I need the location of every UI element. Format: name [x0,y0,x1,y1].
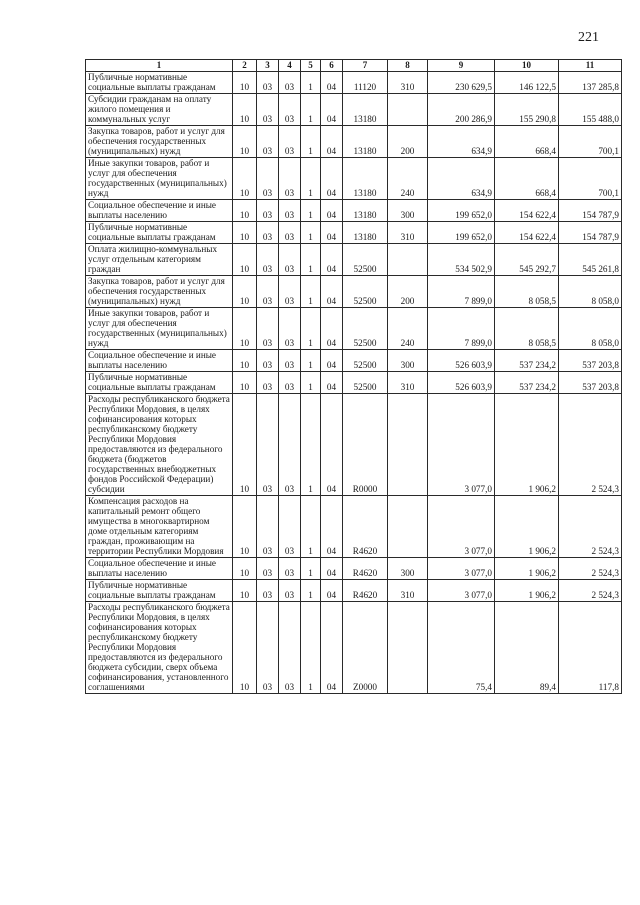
code-cell: 300 [388,558,428,580]
amount-cell: 117,8 [559,602,622,694]
code-cell: 03 [257,372,279,394]
code-cell: 10 [233,308,257,350]
code-cell: 04 [321,394,343,496]
amount-cell: 668,4 [495,158,559,200]
code-cell: 10 [233,276,257,308]
amount-cell: 146 122,5 [495,72,559,94]
row-name-cell: Закупка товаров, работ и услуг для обеспечения государственных (муниципальных) нужд [86,126,233,158]
amount-cell: 545 261,8 [559,244,622,276]
amount-cell: 537 203,8 [559,350,622,372]
code-cell: 1 [301,602,321,694]
budget-table [85,59,622,694]
table-row [86,158,622,200]
amount-cell: 3 077,0 [428,580,495,602]
code-cell: 03 [257,222,279,244]
code-cell: 10 [233,126,257,158]
code-cell: 03 [279,350,301,372]
table-row [86,94,622,126]
amount-cell: 537 203,8 [559,372,622,394]
code-cell: 52500 [343,372,388,394]
table-header [86,60,622,72]
code-cell: 10 [233,580,257,602]
code-cell: 03 [279,602,301,694]
amount-cell: 3 077,0 [428,558,495,580]
code-cell: 10 [233,222,257,244]
row-name-cell: Публичные нормативные социальные выплаты гражданам [86,222,233,244]
code-cell: 03 [257,276,279,308]
code-cell [388,496,428,558]
code-cell: 240 [388,308,428,350]
amount-cell: 526 603,9 [428,350,495,372]
amount-cell: 1 906,2 [495,496,559,558]
amount-cell: 634,9 [428,158,495,200]
code-cell: R4620 [343,496,388,558]
table-row [86,394,622,496]
table-row [86,558,622,580]
code-cell: 03 [257,308,279,350]
amount-cell: 137 285,8 [559,72,622,94]
code-cell: 04 [321,94,343,126]
code-cell: 04 [321,276,343,308]
code-cell: 310 [388,72,428,94]
amount-cell: 668,4 [495,126,559,158]
amount-cell: 154 622,4 [495,222,559,244]
code-cell: 310 [388,222,428,244]
row-name-cell: Закупка товаров, работ и услуг для обеспечения государственных (муниципальных) нужд [86,276,233,308]
row-name-cell: Социальное обеспечение и иные выплаты населению [86,558,233,580]
row-name-cell: Публичные нормативные социальные выплаты гражданам [86,580,233,602]
code-cell: 1 [301,200,321,222]
column-header: 10 [495,60,559,72]
code-cell: 200 [388,126,428,158]
table-row [86,200,622,222]
code-cell: 03 [257,394,279,496]
column-header: 4 [279,60,301,72]
code-cell [388,244,428,276]
row-name-cell: Компенсация расходов на капитальный ремонт общего имущества в многоквартирном доме отдельным категориям граждан, проживающим на территории Республики Мордовия [86,496,233,558]
amount-cell: 2 524,3 [559,558,622,580]
code-cell: 1 [301,72,321,94]
amount-cell: 545 292,7 [495,244,559,276]
amount-cell: 537 234,2 [495,372,559,394]
amount-cell: 154 787,9 [559,200,622,222]
code-cell: 13180 [343,94,388,126]
amount-cell: 2 524,3 [559,394,622,496]
column-header: 6 [321,60,343,72]
code-cell: 03 [279,308,301,350]
table-body [86,72,622,694]
amount-cell: 3 077,0 [428,394,495,496]
code-cell: 10 [233,394,257,496]
code-cell: 03 [279,580,301,602]
row-name-cell: Публичные нормативные социальные выплаты гражданам [86,372,233,394]
code-cell: 03 [279,372,301,394]
code-cell: 1 [301,222,321,244]
table-row [86,126,622,158]
code-cell: 04 [321,200,343,222]
code-cell: 10 [233,200,257,222]
code-cell: 03 [257,72,279,94]
code-cell: 04 [321,126,343,158]
column-header: 9 [428,60,495,72]
table-row [86,308,622,350]
code-cell: 04 [321,496,343,558]
amount-cell: 2 524,3 [559,496,622,558]
amount-cell: 8 058,5 [495,308,559,350]
column-header: 11 [559,60,622,72]
code-cell: 1 [301,496,321,558]
code-cell: 03 [279,276,301,308]
amount-cell: 75,4 [428,602,495,694]
amount-cell: 537 234,2 [495,350,559,372]
code-cell: 10 [233,94,257,126]
table-row [86,372,622,394]
table-row [86,276,622,308]
code-cell: 04 [321,158,343,200]
amount-cell: 526 603,9 [428,372,495,394]
page-number: 221 [578,30,599,45]
code-cell: 300 [388,200,428,222]
row-name-cell: Субсидии гражданам на оплату жилого помещения и коммунальных услуг [86,94,233,126]
code-cell: 13180 [343,126,388,158]
code-cell: R0000 [343,394,388,496]
code-cell: 10 [233,602,257,694]
code-cell: 03 [279,244,301,276]
code-cell: 03 [279,94,301,126]
column-header: 7 [343,60,388,72]
code-cell: 03 [279,394,301,496]
row-name-cell: Социальное обеспечение и иные выплаты населению [86,200,233,222]
code-cell: Z0000 [343,602,388,694]
code-cell: 03 [257,126,279,158]
code-cell: R4620 [343,558,388,580]
amount-cell: 154 787,9 [559,222,622,244]
code-cell: 11120 [343,72,388,94]
amount-cell: 230 629,5 [428,72,495,94]
code-cell: 52500 [343,350,388,372]
code-cell: 10 [233,350,257,372]
code-cell: 03 [257,158,279,200]
amount-cell: 1 906,2 [495,580,559,602]
column-header: 8 [388,60,428,72]
code-cell: 03 [279,496,301,558]
code-cell: 04 [321,558,343,580]
amount-cell: 700,1 [559,126,622,158]
row-name-cell: Оплата жилищно-коммунальных услуг отдельным категориям граждан [86,244,233,276]
code-cell: 1 [301,94,321,126]
code-cell: 04 [321,350,343,372]
code-cell: 03 [257,244,279,276]
code-cell: R4620 [343,580,388,602]
code-cell: 1 [301,350,321,372]
code-cell [388,394,428,496]
code-cell: 1 [301,244,321,276]
table-row [86,350,622,372]
code-cell: 1 [301,308,321,350]
code-cell: 13180 [343,222,388,244]
amount-cell: 534 502,9 [428,244,495,276]
amount-cell: 8 058,0 [559,276,622,308]
amount-cell: 154 622,4 [495,200,559,222]
table-row [86,222,622,244]
row-name-cell: Расходы республиканского бюджета Республики Мордовия, в целях софинансирования которых республиканскому бюджету Республики Мордовия предоставляются из федерального бюджета субсидии, сверх объема софинансирования, установленного соглашениями [86,602,233,694]
code-cell: 1 [301,126,321,158]
code-cell: 03 [257,496,279,558]
amount-cell: 7 899,0 [428,276,495,308]
code-cell: 52500 [343,276,388,308]
amount-cell: 1 906,2 [495,394,559,496]
row-name-cell: Иные закупки товаров, работ и услуг для обеспечения государственных (муниципальных) нужд [86,158,233,200]
amount-cell: 700,1 [559,158,622,200]
amount-cell: 200 286,9 [428,94,495,126]
code-cell: 03 [257,200,279,222]
amount-cell: 2 524,3 [559,580,622,602]
header-row [86,60,622,72]
code-cell: 03 [257,558,279,580]
column-header: 3 [257,60,279,72]
amount-cell: 199 652,0 [428,222,495,244]
code-cell: 10 [233,372,257,394]
table-row [86,580,622,602]
row-name-cell: Социальное обеспечение и иные выплаты населению [86,350,233,372]
code-cell: 200 [388,276,428,308]
row-name-cell: Расходы республиканского бюджета Республики Мордовия, в целях софинансирования которых республиканскому бюджету Республики Мордовия предоставляются из федерального бюджета (бюджетов государственных внебюджетных фондов Российской Федерации) субсидии [86,394,233,496]
amount-cell: 7 899,0 [428,308,495,350]
code-cell: 04 [321,372,343,394]
code-cell: 04 [321,244,343,276]
code-cell: 03 [279,126,301,158]
code-cell: 03 [279,72,301,94]
code-cell: 1 [301,580,321,602]
row-name-cell: Публичные нормативные социальные выплаты гражданам [86,72,233,94]
code-cell [388,602,428,694]
code-cell: 10 [233,558,257,580]
code-cell: 1 [301,276,321,308]
column-header: 1 [86,60,233,72]
amount-cell: 199 652,0 [428,200,495,222]
code-cell: 52500 [343,244,388,276]
code-cell: 1 [301,394,321,496]
code-cell: 1 [301,558,321,580]
amount-cell: 155 290,8 [495,94,559,126]
amount-cell: 89,4 [495,602,559,694]
code-cell: 03 [279,200,301,222]
code-cell: 04 [321,72,343,94]
amount-cell: 634,9 [428,126,495,158]
code-cell: 03 [279,558,301,580]
code-cell: 03 [257,602,279,694]
code-cell: 03 [257,94,279,126]
row-name-cell: Иные закупки товаров, работ и услуг для обеспечения государственных (муниципальных) нужд [86,308,233,350]
code-cell: 310 [388,372,428,394]
code-cell: 10 [233,244,257,276]
code-cell: 10 [233,72,257,94]
code-cell: 13180 [343,158,388,200]
code-cell: 1 [301,158,321,200]
code-cell: 03 [257,350,279,372]
code-cell: 300 [388,350,428,372]
code-cell: 03 [257,580,279,602]
table-row [86,602,622,694]
code-cell: 04 [321,602,343,694]
code-cell: 1 [301,372,321,394]
amount-cell: 1 906,2 [495,558,559,580]
column-header: 5 [301,60,321,72]
code-cell: 04 [321,580,343,602]
code-cell [388,94,428,126]
code-cell: 04 [321,222,343,244]
code-cell: 10 [233,496,257,558]
column-header: 2 [233,60,257,72]
amount-cell: 155 488,0 [559,94,622,126]
code-cell: 52500 [343,308,388,350]
amount-cell: 8 058,5 [495,276,559,308]
code-cell: 03 [279,222,301,244]
code-cell: 310 [388,580,428,602]
table-row [86,72,622,94]
code-cell: 13180 [343,200,388,222]
code-cell: 04 [321,308,343,350]
table-row [86,244,622,276]
amount-cell: 8 058,0 [559,308,622,350]
amount-cell: 3 077,0 [428,496,495,558]
code-cell: 03 [279,158,301,200]
table-row [86,496,622,558]
code-cell: 240 [388,158,428,200]
code-cell: 10 [233,158,257,200]
